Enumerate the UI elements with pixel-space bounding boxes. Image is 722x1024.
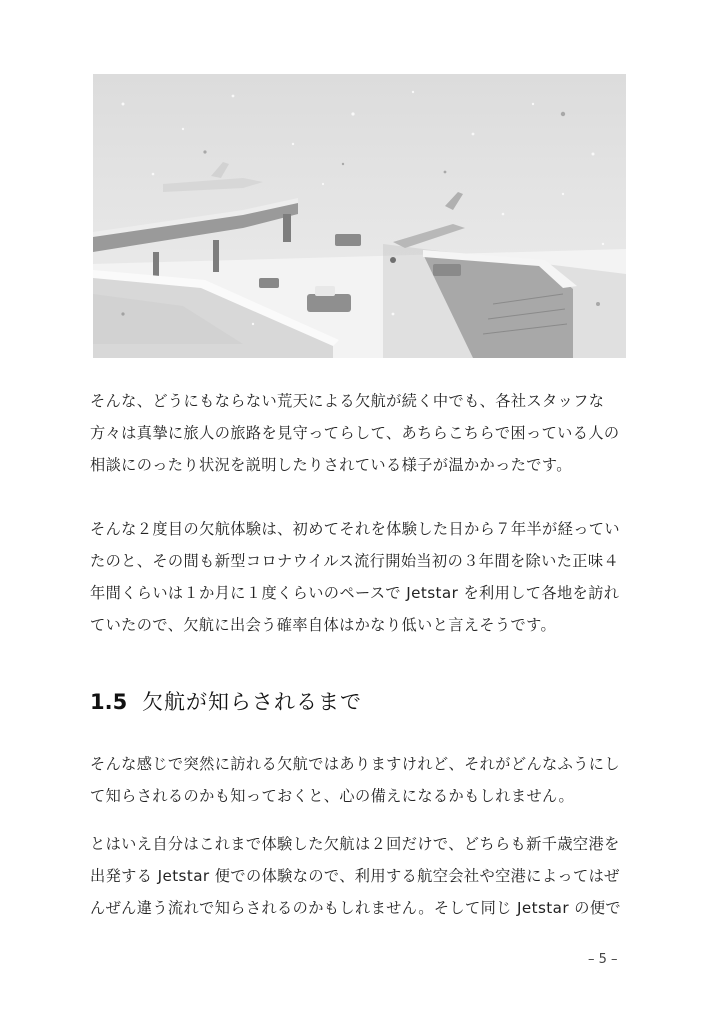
page-number: – 5 – [588, 952, 618, 967]
paragraph-line: て知らされるのかも知っておくと、心の備えになるかもしれません。 [90, 787, 575, 805]
paragraph-line: そんな、どうにもならない荒天による欠航が続く中でも、各社スタッフな [90, 392, 605, 410]
paragraph-line: んぜん違う流れで知らされるのかもしれません。そして同じ Jetstar の便で [90, 899, 621, 917]
paragraph-2 [90, 513, 635, 641]
section-heading [90, 684, 362, 720]
paragraph-line: ていたので、欠航に出会う確率自体はかなり低いと言えそうです。 [90, 616, 557, 634]
paragraph-line: 出発する Jetstar 便での体験なので、利用する航空会社や空港によってはぜ [90, 867, 620, 885]
paragraph-line: 相談にのったり状況を説明したりされている様子が温かかったです。 [90, 456, 572, 474]
snowy-airport-photo [93, 74, 626, 358]
paragraph-3 [90, 748, 635, 812]
paragraph-line: 年間くらいは１か月に１度くらいのペースで Jetstar を利用して各地を訪れ [90, 584, 620, 602]
section-title: 欠航が知らされるまで [142, 690, 362, 714]
paragraph-line: たのと、その間も新型コロナウイルス流行開始当初の３年間を除いた正味４ [90, 552, 620, 570]
paragraph-line: そんな２度目の欠航体験は、初めてそれを体験した日から７年半が経ってい [90, 520, 620, 538]
section-number: 1.5 [90, 690, 128, 714]
paragraph-4 [90, 828, 635, 924]
paragraph-line: 方々は真摯に旅人の旅路を見守ってらして、あちらこちらで困っている人の [90, 424, 620, 442]
paragraph-1 [90, 385, 635, 481]
paragraph-line: とはいえ自分はこれまで体験した欠航は２回だけで、どちらも新千歳空港を [90, 835, 620, 853]
paragraph-line: そんな感じで突然に訪れる欠航ではありますけれど、それがどんなふうにし [90, 755, 620, 773]
